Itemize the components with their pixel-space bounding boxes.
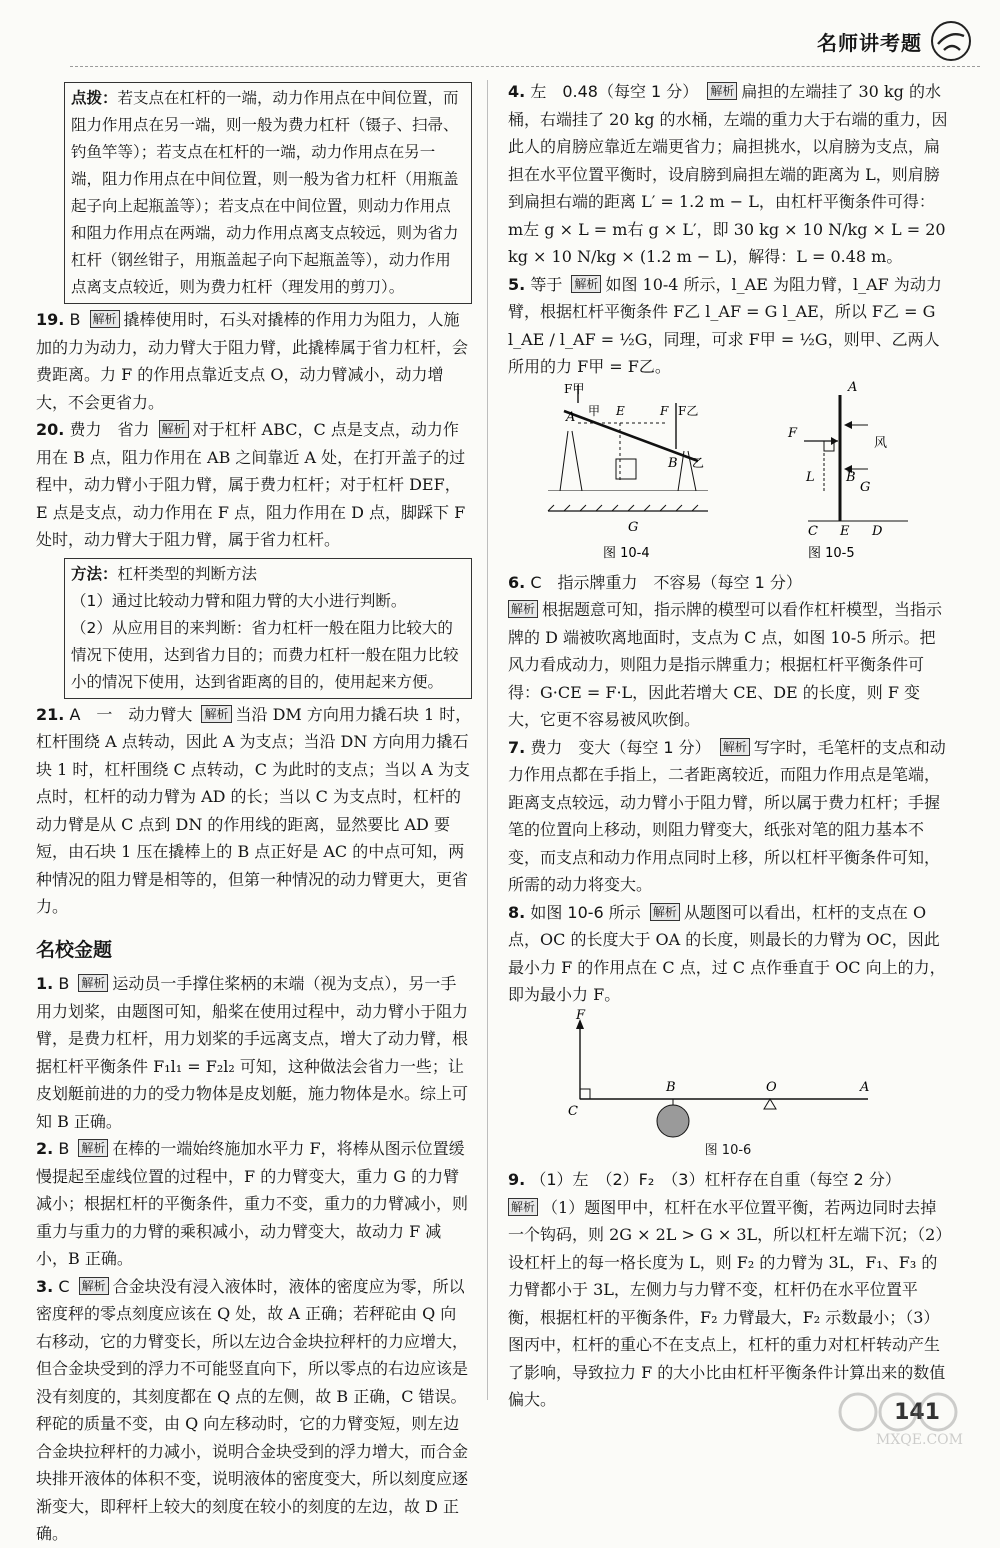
label-E: E — [840, 523, 850, 539]
right-column — [508, 78, 948, 1414]
label-F-jia: F甲 — [564, 381, 585, 396]
answer-g2 — [36, 1135, 472, 1273]
explanation: 根据题意可知，指示牌的模型可以看作杠杆模型，当指示牌的 D 端被吹离地面时，支点为 C 点，如图 10-5 所示。把风力看成动力，则阻力是指示牌重力；根据杠杆平衡条件可得：G·CE = F·L，因此若增大 CE、DE 的长度，则 F 变大，它更不容易被风吹倒。 — [508, 600, 943, 729]
answer-9 — [508, 1166, 948, 1414]
column-divider — [487, 80, 488, 1400]
analysis-tag: 解析 — [201, 705, 231, 723]
watermark-logo — [836, 1388, 986, 1448]
question-number: 20. — [36, 420, 65, 439]
analysis-tag: 解析 — [78, 974, 108, 992]
method-point-1: （1）通过比较动力臂和阻力臂的大小进行判断。 — [71, 591, 407, 610]
label-O: O — [766, 1079, 777, 1095]
figures-10-4-10-5-lower — [508, 491, 948, 569]
answer-21 — [36, 701, 472, 921]
label-G: G — [628, 519, 639, 535]
answer-key: 如图 10-6 所示 — [530, 902, 641, 922]
explanation: 撬棒使用时，石头对撬棒的作用力为阻力，人施加的力为动力，动力臂大于阻力臂，此撬棒属于省力杠杆，会费距离。力 F 的作用点靠近支点 O，动力臂减小，动力增大，不会更省力。 — [36, 310, 469, 412]
tip-label: 点拨： — [71, 89, 118, 107]
explanation: 运动员一手撑住桨柄的末端（视为支点），另一手用力划桨，由题图可知，船桨在使用过程中，动力臂小于阻力臂，是费力杠杆，用力划桨的手远离支点，增大了动力臂，根据杠杆平衡条件 F₁l₁ = F₂l₂ 可知，这种做法会省力一些；让皮划艇前进的力的受力物体是皮划艇，施力物体是水。综上可知 B 正确。 — [36, 974, 469, 1131]
figures-10-4-10-5 — [508, 381, 948, 491]
question-number: 2. — [36, 1139, 54, 1158]
explanation: （1）题图甲中，杠杆在水平位置平衡，若两边同时去掉一个钩码，则 2G × 2L > G × 3L，所以杠杆左端下沉；（2）设杠杆上的每一格长度为 L，则 F₂ 的力臂为 3L，F₁、F₃ 的力臂都小于 3L，左侧力与力臂不变，杠杆仍在水平位置平衡，根据杠杆的平衡条件，F₂ 力臂最大，F₂ 示数最小；（3）图丙中，杠杆的重心不在支点上，杠杆的重力对杠杆转动产生了影响，导致拉力 F 的大小比由杠杆平衡条件计算出来的数值偏大。 — [508, 1197, 946, 1409]
section-title: 名校金题 — [36, 938, 113, 961]
label-F: F — [660, 403, 669, 418]
page-number: 141 — [894, 1400, 940, 1425]
analysis-tag: 解析 — [707, 82, 737, 100]
answer-7 — [508, 734, 948, 899]
tip-text: 若支点在杠杆的一端，动力作用点在中间位置，而阻力作用点在另一端，则一般为费力杠杆（镊子、扫帚、钓鱼竿等）；若支点在杠杆的一端，动力作用点在另一端，阻力作用点在中间位置，则一般为省力杠杆（用瓶盖起子向上起瓶盖等）；若支点在中间位置，则动力作用点和阻力作用点在两端，动力作用点离支点较远，则为省力杠杆（钢丝钳子，用瓶盖起子向下起瓶盖等），动力作用点离支点较近，则为费力杠杆（理发用的剪刀）。 — [71, 89, 459, 296]
method-label: 方法： — [71, 564, 118, 583]
method-title: 杠杆类型的判断方法 — [117, 564, 258, 583]
figure-10-4 — [548, 382, 708, 491]
answer-key: A 一 动力臂大 — [69, 704, 193, 724]
label-F: F — [576, 1008, 586, 1023]
answer-key: 费力 省力 — [69, 420, 150, 439]
explanation: 从题图可以看出，杠杆的支点在 O 点，OC 的长度大于 OA 的长度，则最长的力臂为 OC，因此最小力 F 的作用点在 C 点，过 C 点作垂直于 OC 向上的力，即为最小力 F。 — [508, 902, 946, 1004]
explanation: 在棒的一端始终施加水平力 F，将棒从图示位置缓慢提起至虚线位置的过程中，F 的力臂变大，重力 G 的力臂减小；根据杠杆的平衡条件，重力不变，重力的力臂减小，则重力与重力的力臂的乘积减小，动力臂变大，故动力 F 减小，B 正确。 — [36, 1139, 469, 1268]
question-number: 21. — [36, 704, 65, 724]
question-number: 5. — [508, 274, 526, 294]
label-C: C — [808, 523, 818, 539]
question-number: 19. — [36, 310, 65, 329]
answer-5 — [508, 271, 948, 381]
question-number: 3. — [36, 1276, 54, 1296]
answer-key: B — [58, 974, 70, 993]
analysis-tag: 解析 — [159, 420, 189, 438]
answer-key: B — [69, 310, 81, 329]
label-C: C — [568, 1103, 578, 1119]
question-number: 8. — [508, 902, 526, 922]
explanation: 写字时，毛笔杆的支点和动力作用点都在手指上，二者距离较近，而阻力作用点是笔端，距离支点较远，动力臂小于阻力臂，所以属于费力杠杆；手握笔的位置向上移动，则阻力臂变大，纸张对笔的阻力基本不变，而支点和动力作用点同时上移，所以杠杆平衡条件可知，所需的动力将变大。 — [508, 737, 946, 894]
question-number: 4. — [508, 82, 526, 101]
explanation: 如图 10-4 所示，l_AE 为阻力臂，l_AF 为动力臂，根据杠杆平衡条件 F乙 l_AF = G l_AE，所以 F乙 = G l_AE / l_AF = ½G，同理，可求 F甲 = ½G，则甲、乙两人所用的力 F甲 = F乙。 — [508, 274, 942, 376]
answer-8 — [508, 899, 948, 1009]
label-jia: 甲 — [588, 403, 601, 418]
analysis-tag: 解析 — [720, 738, 750, 756]
figure-10-4-caption: 图 10-4 — [603, 545, 650, 561]
label-L: L — [806, 469, 815, 485]
label-A: A — [566, 409, 576, 425]
figure-10-6-caption: 图 10-6 — [704, 1142, 752, 1158]
answer-key: 费力 变大（每空 1 分） — [530, 737, 711, 757]
answer-g3 — [36, 1273, 472, 1548]
header-rule — [70, 66, 980, 67]
question-number: 1. — [36, 974, 54, 993]
explanation: 对于杠杆 ABC，C 点是支点，动力作用在 B 点，阻力作用在 AB 之间靠近 A 处，在打开盖子的过程中，动力臂小于阻力臂，属于费力杠杆；对于杠杆 DEF，E 点是支点，动力作用在 F 点，阻力作用在 D 点，脚踩下 F 处时，动力臂大于阻力臂，属于省力杠杆。 — [36, 420, 466, 549]
label-G: G — [860, 479, 871, 491]
analysis-tag: 解析 — [79, 1277, 109, 1295]
label-B: B — [668, 455, 678, 471]
analysis-tag: 解析 — [508, 600, 538, 618]
question-number: 7. — [508, 737, 526, 757]
label-wind: 风 — [874, 435, 888, 451]
figure-10-6 — [508, 1009, 948, 1139]
method-box — [64, 558, 472, 699]
answer-6 — [508, 569, 948, 734]
explanation: 当沿 DM 方向用力撬石块 1 时，杠杆围绕 A 点转动，因此 A 为支点；当沿 DN 方向用力撬石块 1 时，杠杆围绕 C 点转动，C 为此时的支点；当以 A 为支点时，杠杆的动力臂为 AD 的长；当以 C 为支点时，杠杆的动力臂是从 C 点到 DN 的作用线的距离，显然要比 AD 要短，由石块 1 压在撬棒上的 B 点正好是 AC 的中点可知，两种情况的阻力臂是相等的，但第一种情况的动力臂更大，更省力。 — [36, 704, 472, 916]
analysis-tag: 解析 — [90, 310, 120, 328]
label-E: E — [616, 403, 625, 418]
analysis-tag: 解析 — [78, 1139, 108, 1157]
label-yi: 乙 — [692, 455, 705, 470]
label-F-yi: F乙 — [678, 403, 699, 418]
watermark-text: MXQE.COM — [876, 1432, 963, 1448]
figure-10-5 — [787, 381, 887, 491]
answer-key: 左 0.48（每空 1 分） — [530, 82, 699, 101]
answer-g1 — [36, 970, 472, 1135]
label-B: B — [846, 469, 856, 485]
method-point-2: （2）从应用目的来判断：省力杠杆一般在阻力比较大的情况下使用，达到省力目的；而费力杠杆一般在阻力比较小的情况下使用，达到省距离的目的，使用起来方便。 — [71, 618, 459, 691]
answer-19 — [36, 306, 472, 416]
label-F: F — [788, 425, 798, 441]
question-number: 9. — [508, 1170, 526, 1189]
analysis-tag: 解析 — [650, 903, 680, 921]
answer-key: （1）左 （2）F₂ （3）杠杆存在自重（每空 2 分） — [530, 1170, 901, 1189]
label-A: A — [848, 380, 858, 395]
logo-icon — [930, 20, 972, 62]
label-D: D — [872, 523, 883, 539]
answer-4 — [508, 78, 948, 271]
answer-key: C — [58, 1276, 70, 1296]
header-title: 名师讲考题 — [817, 30, 922, 55]
analysis-tag: 解析 — [571, 275, 601, 293]
analysis-tag: 解析 — [508, 1198, 538, 1216]
label-B: B — [666, 1079, 676, 1095]
page-header — [817, 12, 972, 70]
explanation: 合金块没有浸入液体时，液体的密度应为零，所以密度秤的零点刻度应该在 Q 处，故 A 正确；若秤砣由 Q 向右移动，它的力臂变长，所以左边合金块拉秤杆的力应增大，但合金块受到的浮力不可能竖直向下，所以零点的右边应该是没有刻度的，其刻度都在 Q 点的左侧，故 B 正确，C 错误。秤砣的质量不变，由 Q 向左移动时，它的力臂变短，则左边合金块拉秤杆的力减小，说明合金块受到的浮力增大，而合金块排开液体的体积不变，说明液体的密度变大，所以刻度应逐渐变大，即秤杆上较大的刻度在较小的刻度的左边，故 D 正确。 — [36, 1276, 469, 1543]
answer-key: 等于 — [530, 274, 563, 294]
left-column — [36, 78, 472, 1548]
answer-key: C 指示牌重力 不容易（每空 1 分） — [530, 572, 802, 592]
question-number: 6. — [508, 572, 526, 592]
tip-box — [64, 82, 472, 304]
label-A: A — [860, 1079, 870, 1095]
figure-10-5-caption: 图 10-5 — [808, 545, 855, 561]
answer-key: B — [58, 1139, 70, 1158]
answer-20 — [36, 416, 472, 554]
explanation: 扁担的左端挂了 30 kg 的水桶，右端挂了 20 kg 的水桶，左端的重力大于右端的重力，因此人的肩膀应靠近左端更省力；扁担挑水，以肩膀为支点，扁担在水平位置平衡时，设肩膀到扁担左端的距离为 L，则肩膀到扁担右端的距离 L′ = 1.2 m − L，由杠杆平衡条件可得：m左 g × L = m右 g × L′，即 30 kg × 10 N/kg × L = 20 kg × 10 N/kg × (1.2 m − L)，解得：L = 0.48 m。 — [508, 82, 948, 266]
